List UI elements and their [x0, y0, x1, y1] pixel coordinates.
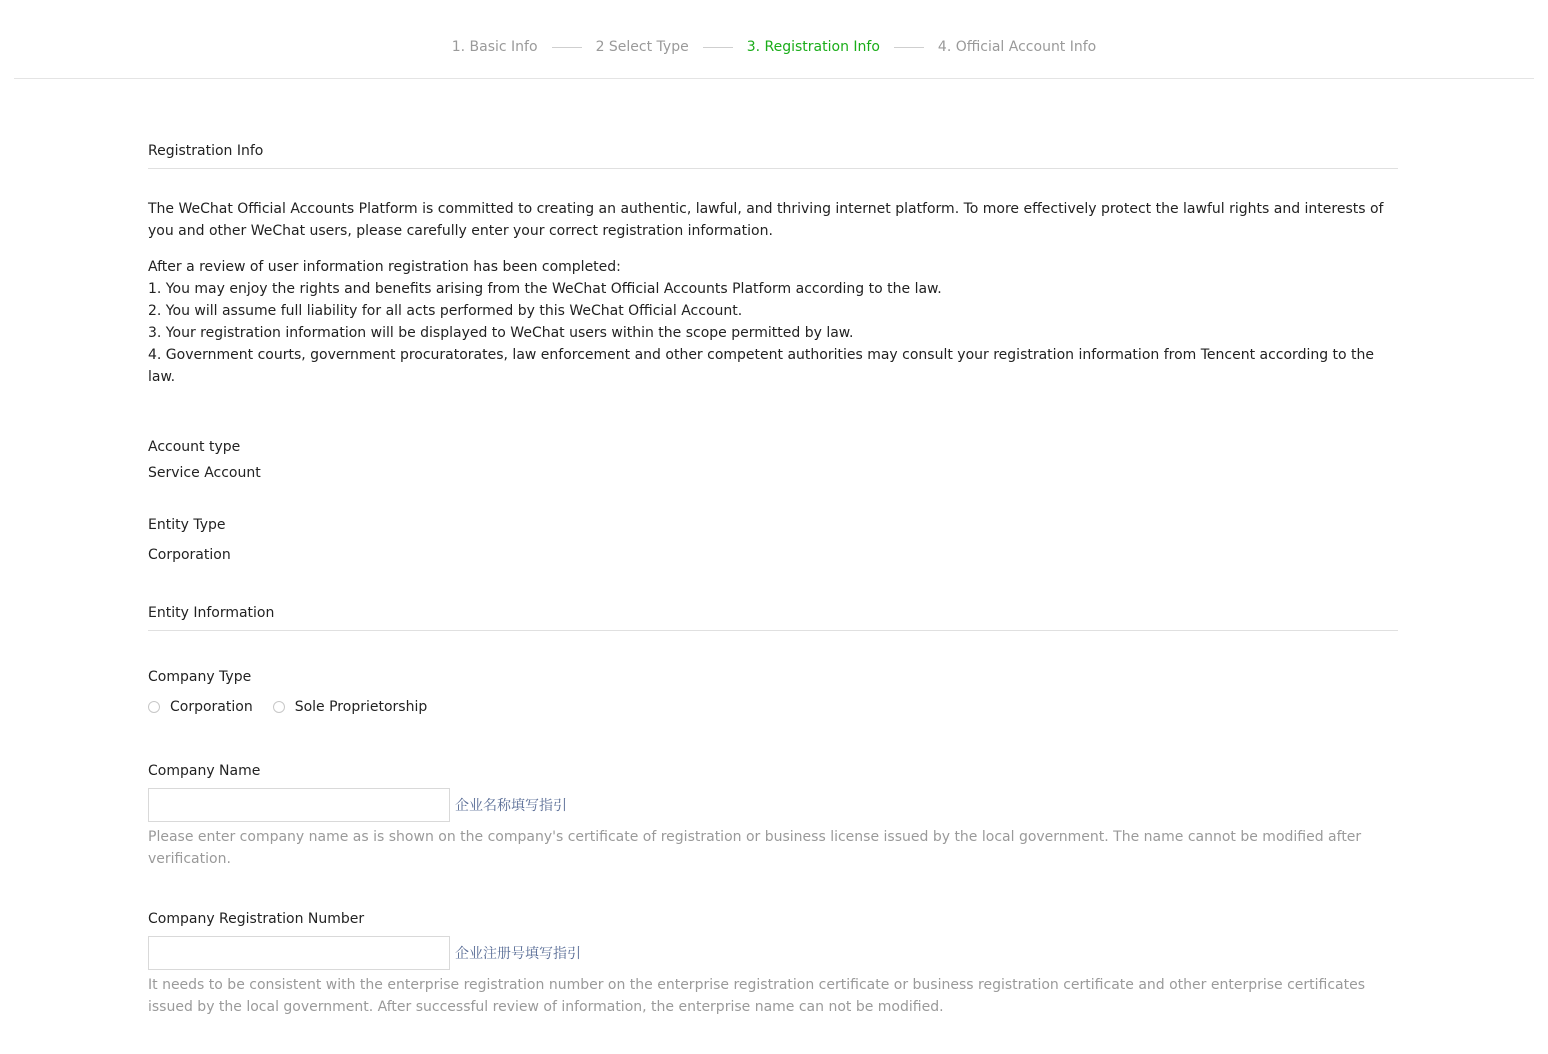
company-type-radio-group	[148, 698, 447, 716]
step-basic-info: 1. Basic Info	[451, 39, 538, 55]
account-type-label: Account type	[148, 439, 241, 455]
radio-circle-icon[interactable]	[148, 701, 160, 713]
company-reg-number-input[interactable]	[148, 936, 450, 970]
step-registration-info: 3. Registration Info	[746, 39, 880, 55]
steps-bar	[14, 0, 1534, 79]
company-type-label: Company Type	[148, 669, 252, 685]
review-point: 2. You will assume full liability for all acts performed by this WeChat Official Account.	[148, 303, 743, 319]
company-reg-number-hint: It needs to be consistent with the enterprise registration number on the enterprise registration certificate or business registration certificate and other enterprise certificates issued by the local government. After successful review of information, the enterprise name can not be modified.	[148, 977, 1366, 1015]
review-point: 1. You may enjoy the rights and benefits arising from the WeChat Official Accounts Platform according to the law.	[148, 281, 942, 297]
company-name-row	[148, 788, 567, 822]
entity-info-section-title: Entity Information	[148, 604, 1398, 631]
company-reg-number-guide-link[interactable]: 企业注册号填写指引	[455, 946, 581, 962]
company-name-guide-link[interactable]: 企业名称填写指引	[455, 798, 567, 814]
account-type-value: Service Account	[148, 465, 261, 481]
review-heading: After a review of user information registration has been completed:	[148, 259, 621, 275]
company-reg-number-row	[148, 936, 581, 970]
company-name-hint: Please enter company name as is shown on the company's certificate of registration or business license issued by the local government. The name cannot be modified after verification.	[148, 829, 1362, 867]
review-point: 4. Government courts, government procuratorates, law enforcement and other competent authorities may consult your registration information from Tencent according to the law.	[148, 347, 1375, 385]
company-name-label: Company Name	[148, 763, 261, 779]
company-name-input[interactable]	[148, 788, 450, 822]
radio-label: Corporation	[170, 699, 253, 715]
company-type-option-sole-proprietorship[interactable]	[273, 698, 428, 716]
review-point: 3. Your registration information will be displayed to WeChat users within the scope permitted by law.	[148, 325, 854, 341]
entity-type-label: Entity Type	[148, 517, 226, 533]
step-select-type: 2 Select Type	[595, 39, 689, 55]
radio-circle-icon[interactable]	[273, 701, 285, 713]
step-indicator	[14, 38, 1534, 56]
step-separator	[552, 47, 582, 48]
step-separator	[703, 47, 733, 48]
review-notes	[148, 256, 1398, 388]
entity-type-value: Corporation	[148, 547, 231, 563]
step-official-account-info: 4. Official Account Info	[937, 39, 1097, 55]
radio-label: Sole Proprietorship	[294, 699, 428, 715]
step-separator	[894, 47, 924, 48]
company-type-option-corporation[interactable]	[148, 698, 253, 716]
registration-intro: The WeChat Official Accounts Platform is committed to creating an authentic, lawful, and thriving internet platform. To more effectively protect the lawful rights and interests of you and other WeChat users, please carefully enter your correct registration information.	[148, 201, 1384, 239]
company-reg-number-label: Company Registration Number	[148, 911, 365, 927]
registration-section-title: Registration Info	[148, 142, 1398, 169]
